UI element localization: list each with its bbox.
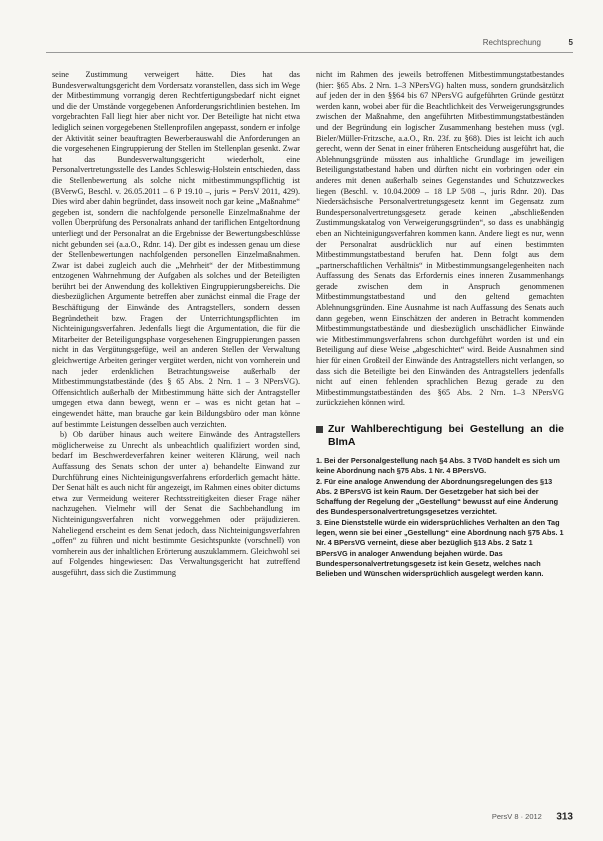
journal-issue: PersV 8 · 2012: [491, 812, 542, 822]
footer-page-number: 313: [556, 811, 573, 823]
running-head: Rechtsprechung: [482, 38, 541, 47]
page-footer: [491, 808, 573, 823]
body-paragraph: nicht im Rahmen des jeweils betroffenen Mitbestimmungstatbestandes (hier: §65 Abs. 2 Nrn. 1–3 NPersVG) halten muss, sondern grundsätzlich auf jeden der in den §§64 bis 67 NPersVG aufgeführten Gründe gestützt werden kann, wobei aber für die Beachtlichkeit des Verweigerungsgrundes zwischen der Maßnahme, den angeführten Mitbestimmungstatbeständen und der Begründung ein logischer Zusammenhang bestehen muss (vgl. Bieler/Müller-Fritzsche, a.a.O., Rn. 23f. zu §68). Dies ist leicht ich auch gerecht, wenn der Senat in einer früheren Entscheidung ausgeführt hat, die Ablehnungsgründe müssten aus inhaltliche Grundlage im jeweiligen Beteiligungstatbestand haben und dürften nicht ein vorbringen oder ein anderes mit denen außerhalb seines Gegenstandes und Schutzzweckes liegen (Beschl. v. 10.04.2009 – 18 LP 5/08 –, juris Rdnr. 20). Das Niedersächsische Personalvertretungsgesetz kennt im Gegensatz zum Bundespersonalvertretungsgesetz gerade keinen „abschließenden Zustimmungskatalog von Verweigerungsgründen“, so dass es unabhängig eben an Nichteinigungsverfahren kommen kann. Andere liegt es nur, wenn der Personalrat ausdrücklich nur auf einen bestimmten Mitbestimmungstatbestand berufen hat. Denn folgt aus dem „partnerschaftlichen Verhältnis“ in Mitbestimmungsangelegenheiten nach Auffassung des Senats das Erfordernis eines inneren Zusammenhangs gerade zwischen dem in Anspruch genommenen Mitbestimmungstatbestand und den geltend gemachten Ablehnungsgründen. Eine Ausnahme ist nach Auffassung des Senats auch dann gegeben, wenn Einschätzen der anderen in Betracht kommenden Mitbestimmungstatbestände und diesbezüglich unschädlicher Einwände wie Mitbestimmungsverfahrens schon durchgeführt worden ist und ein Beteiligung auf diese Weise „abgeschichtet“ wird. Beide Ausnahmen sind hier für einen Großteil der Einwände des Antragstellers nicht verlangen, so dass sich die Beteiligte bei den Einwänden des Antragstellers jedenfalls nicht auf einen fehlenden sprachlichen Bezug gerade zu den Mitbestimmungstatbeständen des §65 Abs. 2 Nrn. 1–3 NPersVG zurückziehen können wird.: [316, 70, 564, 408]
left-column: [52, 70, 300, 579]
square-bullet-icon: [316, 426, 323, 433]
headnote-point: 3. Eine Dienststelle würde ein widersprüchliches Verhalten an den Tag legen, wenn sie bei einer „Gestellung“ eine Abordnung nach §75 Abs. 1 Nr. 4 BPersVG verneint, diese aber bezüglich §13 Abs. 2 Satz 1 BPersVG in analoger Anwendung bejahen würde. Das Bundespersonalvertretungsgesetz ist kein Gesetz, welches nach Belieben und Wünschen widersprüchlich ausgelegt werden kann.: [316, 517, 564, 579]
section-heading: [316, 423, 564, 448]
right-column: [316, 70, 564, 580]
headnote-point: 1. Bei der Personalgestellung nach §4 Abs. 3 TVöD handelt es sich um keine Abordnung nach §75 Abs. 1 Nr. 4 BPersVG.: [316, 456, 560, 476]
header-page-number: 5: [568, 38, 573, 47]
page-header: [46, 38, 573, 53]
body-paragraph: seine Zustimmung verweigert hätte. Dies hat das Bundesverwaltungsgericht dem Vordersatz voranstellen, dass sich im Wege der Mitbestimmung vorrangig deren Rechtfertigungsbedarf nicht eignet und die der Umstände vorgegebenen Anforderungsrichtlinien bestehen. Im vorgebrachten Fall liegt hier aber nicht vor. Der Beteiligte hat nicht etwa lediglich seinen vorgegebenen Stellenprofilen angepasst, sondern er infolge der Aktivität seiner beauftragten Bewerberauswahl die Anforderungen an die vorgesehenen Eingruppierung der Stellen im Stellenplan gesenkt. Zwar hat das Bundesverwaltungsgericht wiederholt, eine Personalvertretungsstelle des Landes Schleswig-Holstein entschieden, dass die Stellenbewertung als solche nicht mitbestimmungspflichtig ist (BVerwG, Beschl. v. 26.05.2011 – 6 P 19.10 –, juris = PersV 2011, 429). Dies wird aber dahin begründet, dass insoweit noch gar keine „Maßnahme“ gegeben ist, sondern die nachfolgende personelle Einzelmaßnahme der vollen Überprüfung des Personalrats anhand der tariflichen Entgeltordnung unterliegt und der Personalrat an die Ergebnisse der Bewertungsbeschlüsse nicht gebunden sei (a.a.O., Rdnr. 14). Der gibt es indessen genau um diese der Stellenbewertungen nachfolgenden personellen Einzelmaßnahmen. Zwar ist dabei zugleich auch die „Mehrheit“ der der Mitbestimmung entzogenen Wahrnehmung der Aufgaben als solches und der Beteiligten berührt bei der Anwendung des kollektiven Eingruppierungsbereichs. Die diesbezüglichen Argumente betreffen aber zunächst einmal die Frage der Beschäftigung der Einwände des Antragstellers, sondern dessen Begründetheit bzw. Fragen der Unterrichtungspflichten im Nichteinigungsverfahren. Jedenfalls liegt die Argumentation, die für die Mitarbeiter der Beteiligungsphase vorgesehenen Eingruppierungen passen nicht in das Vergütungsgefüge, weil an anderen Stellen der Verwaltung gleichwertige Arbeiten geringer vergütet werden, nicht von vornherein und nach jeder erdenklichen Betrachtungsweise außerhalb der Mitbestimmungstatbestände (des § 65 Abs. 2 Nrn. 1 – 3 NPersVG). Offensichtlich außerhalb der Mitbestimmung hätte sich der Antragsteller umgegen etwa dann bewegt, wenn er – was es nicht getan hat – eingewendet hätte, man brauche gar kein Bildungsbüro oder man könne auf bestimmte Leistungen desselben auch verzichten.: [52, 70, 300, 429]
body-paragraph: b) Ob darüber hinaus auch weitere Einwände des Antragstellers möglicherweise zu Unrecht als unbeachtlich qualifiziert worden sind, bedarf im Beschwerdeverfahren keiner weiteren Klärung, weil nach Auffassung des Senats schon der unter a) behandelte Einwand zur Durchführung eines Nichteinigungsverfahrens erforderlich gemacht hätte. Der Senat hält es auch nicht für angezeigt, im Rahmen eines obiter dictums etwa zur Vermeidung weiterer Rechtsstreitigkeiten dieser Frage näher nachzugehen. Vielmehr will der Senat die Sachbehandlung im Nichteinigungsverfahren nicht vorweggehmen oder präjudizieren. Naheliegend erscheint es dem Senat jedoch, dass Nichteinigungsverfahren „offen“ zu führen und nicht bestimmte Gesichtspunkte (vorschnell) von vornherein aus der inhaltlichen Erörterung auszuklammern. Gleichwohl sei auf Folgendes hingewiesen: Das Verwaltungsgericht hat zutreffend ausgeführt, dass sich die Zustimmung: [52, 430, 300, 577]
section-heading-text: Zur Wahlberechtigung bei Gestellung an die BImA: [328, 423, 564, 448]
headnote-point: 2. Für eine analoge Anwendung der Abordnungsregelungen des §13 Abs. 2 BPersVG ist kein Raum. Der Gesetzgeber hat sich bei der Schaffung der Regelung der „Gestellung“ bewusst auf eine Änderung des Bundespersonalvertretungsgesetzes verzichtet.: [316, 476, 559, 517]
